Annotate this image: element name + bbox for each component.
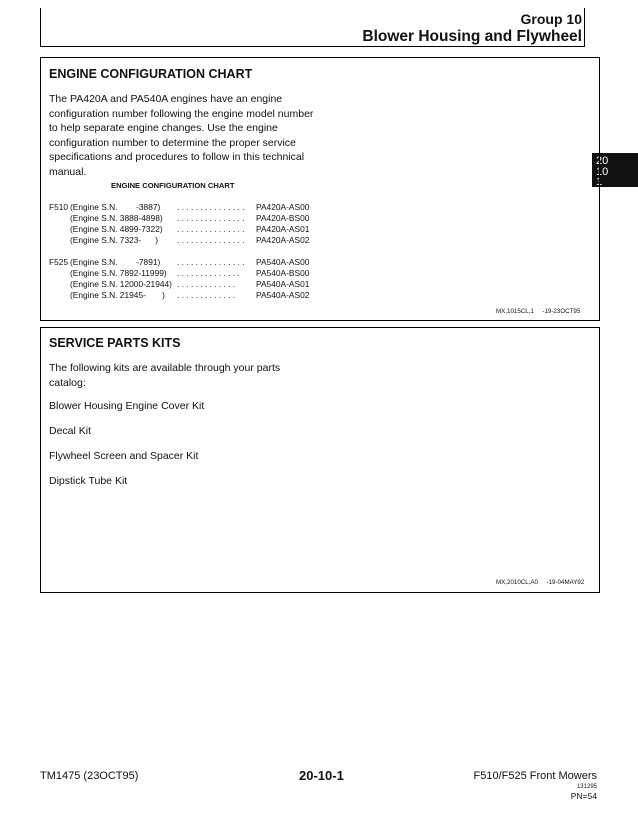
config-leader-dots: . . . . . . . . . . . . . . . [177,257,245,267]
product-name: F510/F525 Front Mowers [473,770,597,782]
paragraph-line: manual. [49,165,87,178]
service-kits-paragraph [49,361,280,390]
config-number: PA420A-BS00 [256,213,310,223]
header-rule-left [40,8,41,46]
paragraph-line: to help separate engine changes. Use the engine [49,122,278,135]
pn-number: PN=54 [570,791,597,801]
kit-item: Flywheel Screen and Spacer Kit [49,450,199,462]
tab-line: 1 [596,176,603,188]
config-leader-dots: . . . . . . . . . . . . . [177,279,236,289]
engine-config-paragraph [49,92,313,180]
paragraph-line: The following kits are available through your parts [49,362,281,374]
config-number: PA420A-AS02 [256,235,310,245]
config-leader-dots: . . . . . . . . . . . . . . . [177,235,245,245]
config-engine-sn: (Engine S.N. 3888-4898) [70,213,163,223]
print-code: 131295 [576,784,597,790]
config-leader-dots: . . . . . . . . . . . . . . . [177,213,245,223]
paragraph-line: The PA420A and PA540A engines have an engine [49,93,283,105]
config-engine-sn: (Engine S.N. 21945- ) [70,290,165,300]
config-leader-dots: . . . . . . . . . . . . . . . [177,224,245,234]
config-leader-dots: . . . . . . . . . . . . . [177,290,236,300]
service-kits-box [40,327,600,593]
paragraph-line: specifications and procedures to follow in this technical [49,151,305,164]
config-number: PA540A-BS00 [256,268,310,278]
config-engine-sn: (Engine S.N. 7892-11999) [70,268,167,278]
engine-config-box [40,57,600,321]
reference-code: MX,1015CL,1 -19-23OCT95 [496,308,581,315]
config-engine-sn: (Engine S.N. 4899-7322) [70,224,163,234]
config-number: PA540A-AS02 [256,290,310,300]
config-engine-sn: (Engine S.N. -3887) [70,202,161,212]
tab-line: 10 [596,165,609,178]
config-leader-dots: . . . . . . . . . . . . . . . [177,202,245,212]
config-number: PA420A-AS01 [256,224,310,234]
config-model: F510 [49,202,69,212]
manual-number: TM1475 (23OCT95) [40,770,139,782]
kit-item: Dipstick Tube Kit [49,475,128,487]
section-title: Blower Housing and Flywheel [362,28,582,45]
engine-config-title: ENGINE CONFIGURATION CHART [49,67,253,81]
kit-item: Blower Housing Engine Cover Kit [49,400,205,412]
config-leader-dots: . . . . . . . . . . . . . . [177,268,240,278]
reference-code: MX,2010CL,A0 -19-04MAY92 [496,579,585,586]
config-model: F525 [49,257,69,267]
page-number: 20-10-1 [299,768,344,783]
paragraph-line: configuration number to determine the proper service [49,136,296,149]
config-number: PA540A-AS00 [256,257,310,267]
config-engine-sn: (Engine S.N. -7891) [70,257,161,267]
tab-line: 20 [596,155,609,167]
paragraph-line: configuration number following the engine model number [49,107,314,120]
config-engine-sn: (Engine S.N. 12000-21944) [70,279,172,289]
config-number: PA420A-AS00 [256,202,310,212]
paragraph-line: catalog: [49,376,86,389]
config-chart-title: ENGINE CONFIGURATION CHART [111,181,235,190]
header-rule-right [584,8,585,47]
config-number: PA540A-AS01 [256,279,310,289]
kit-item: Decal Kit [49,425,92,437]
config-engine-sn: (Engine S.N. 7323- ) [70,235,158,245]
group-label: Group 10 [520,11,582,27]
service-kits-title: SERVICE PARTS KITS [49,336,181,350]
header-rule-bottom [40,46,585,47]
